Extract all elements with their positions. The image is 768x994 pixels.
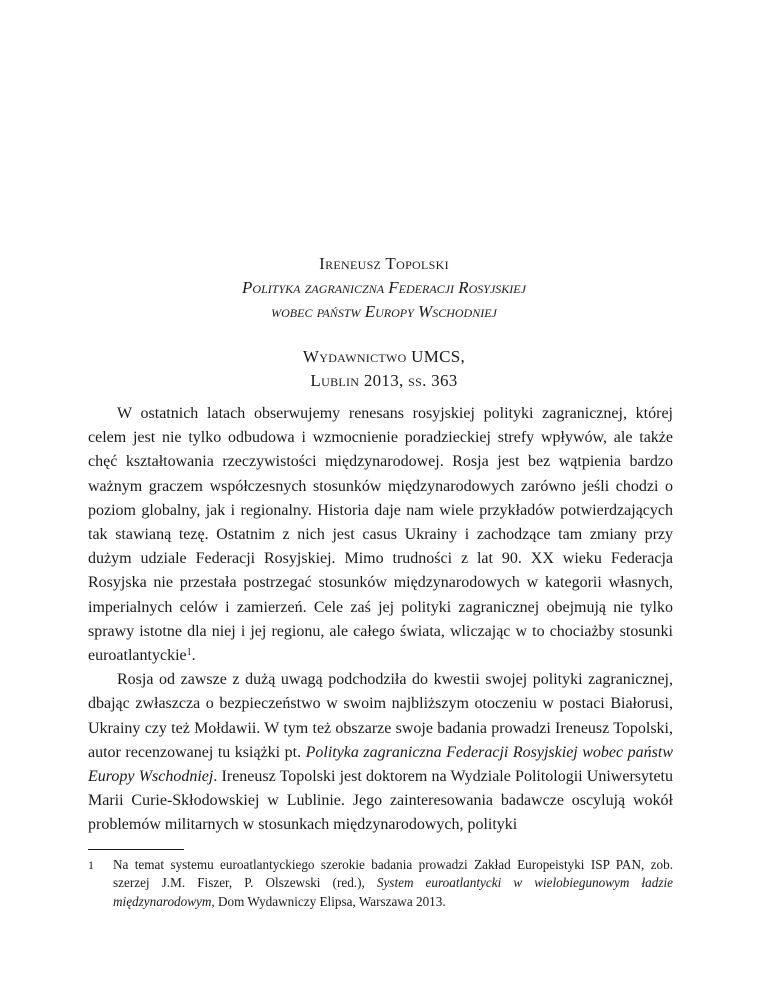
paragraph-1-end: . [191,647,196,665]
book-title-line-2: wobec państw Europy Wschodniej [271,302,497,321]
footnote [88,856,673,911]
paragraph-1-text: W ostatnich latach obserwujemy renesans rosyjskiej polityki zagranicznej, której celem jest nie tylko odbudowa i wzmocnienie poradzieckiej strefy wpływów, ale także chęć kształtowania rzeczywistości międzynarodowej. Rosja jest bez wątpienia bardzo ważnym graczem współczesnych stosunków międzynarodowych zarówno jeśli chodzi o poziom globalny, jak i regionalny. Historia daje nam wiele przykładów potwierdzających tak stawianą tezę. Ostatnim z nich jest casus Ukrainy i zachodzące tam zmiany przy dużym udziale Federacji Rosyjskiej. Mimo trudności z lat 90. XX wieku Federacja Rosyjska nie przestała postrzegać stosunków międzynarodowych w kategorii własnych, imperialnych celów i zamierzeń. Cele zaś jej polityki zagranicznej obejmują nie tylko sprawy istotne dla niej i jej regionu, ale całego świata, wliczając w to chociażby stosunki euroatlantyckie [88,405,673,665]
book-title-line-1: Polityka zagraniczna Federacji Rosyjskiej [242,278,526,297]
paragraph-1 [88,402,673,668]
paragraph-2-book-title: Polityka zagraniczna Federacji Rosyjskiej wobec państw Europy Wschodniej [88,743,673,786]
place-year-pages: Lublin 2013, ss. 363 [310,371,458,390]
paragraph-2 [88,668,673,837]
footnote-text-start: Na temat systemu euroatlantyckiego szerokie badania prowadzi Zakład Europeistyki ISP PAN, zob. szerzej J.M. Fiszer, P. Olszewski (red.), [113,857,673,891]
paragraph-2-start: Rosja od zawsze z dużą uwagą podchodziła do kwestii swojej polityki zagranicznej, dbając zwłaszcza o bezpieczeństwo w swoim najbliższym otoczeniu w postaci Białorusi, Ukrainy czy też Mołdawii. W tym też obszarze swoje badania prowadzi Ireneusz Topolski, autor recenzowanej tu książki pt. [88,671,673,761]
author-name: Ireneusz Topolski [319,254,449,273]
footnote-text [113,856,673,911]
footnote-divider [88,849,184,850]
review-body [88,402,673,838]
footnote-number: 1 [88,858,94,872]
footnote-text-end: , Dom Wydawniczy Elipsa, Warszawa 2013. [211,893,446,909]
publisher: Wydawnictwo UMCS, [302,347,466,366]
footnote-reference: 1 [186,647,192,659]
footnote-cited-title: System euroatlantycki w wielobiegunowym ładzie międzynarodowym [113,875,674,909]
paragraph-2-end: . Ireneusz Topolski jest doktorem na Wydziale Politologii Uniwersytetu Marii Curie-Skłodowskiej w Lublinie. Jego zainteresowania badawcze oscylują wokół problemów militarnych w stosunkach międzynarodowych, polityki [88,768,674,834]
review-header [0,252,768,393]
